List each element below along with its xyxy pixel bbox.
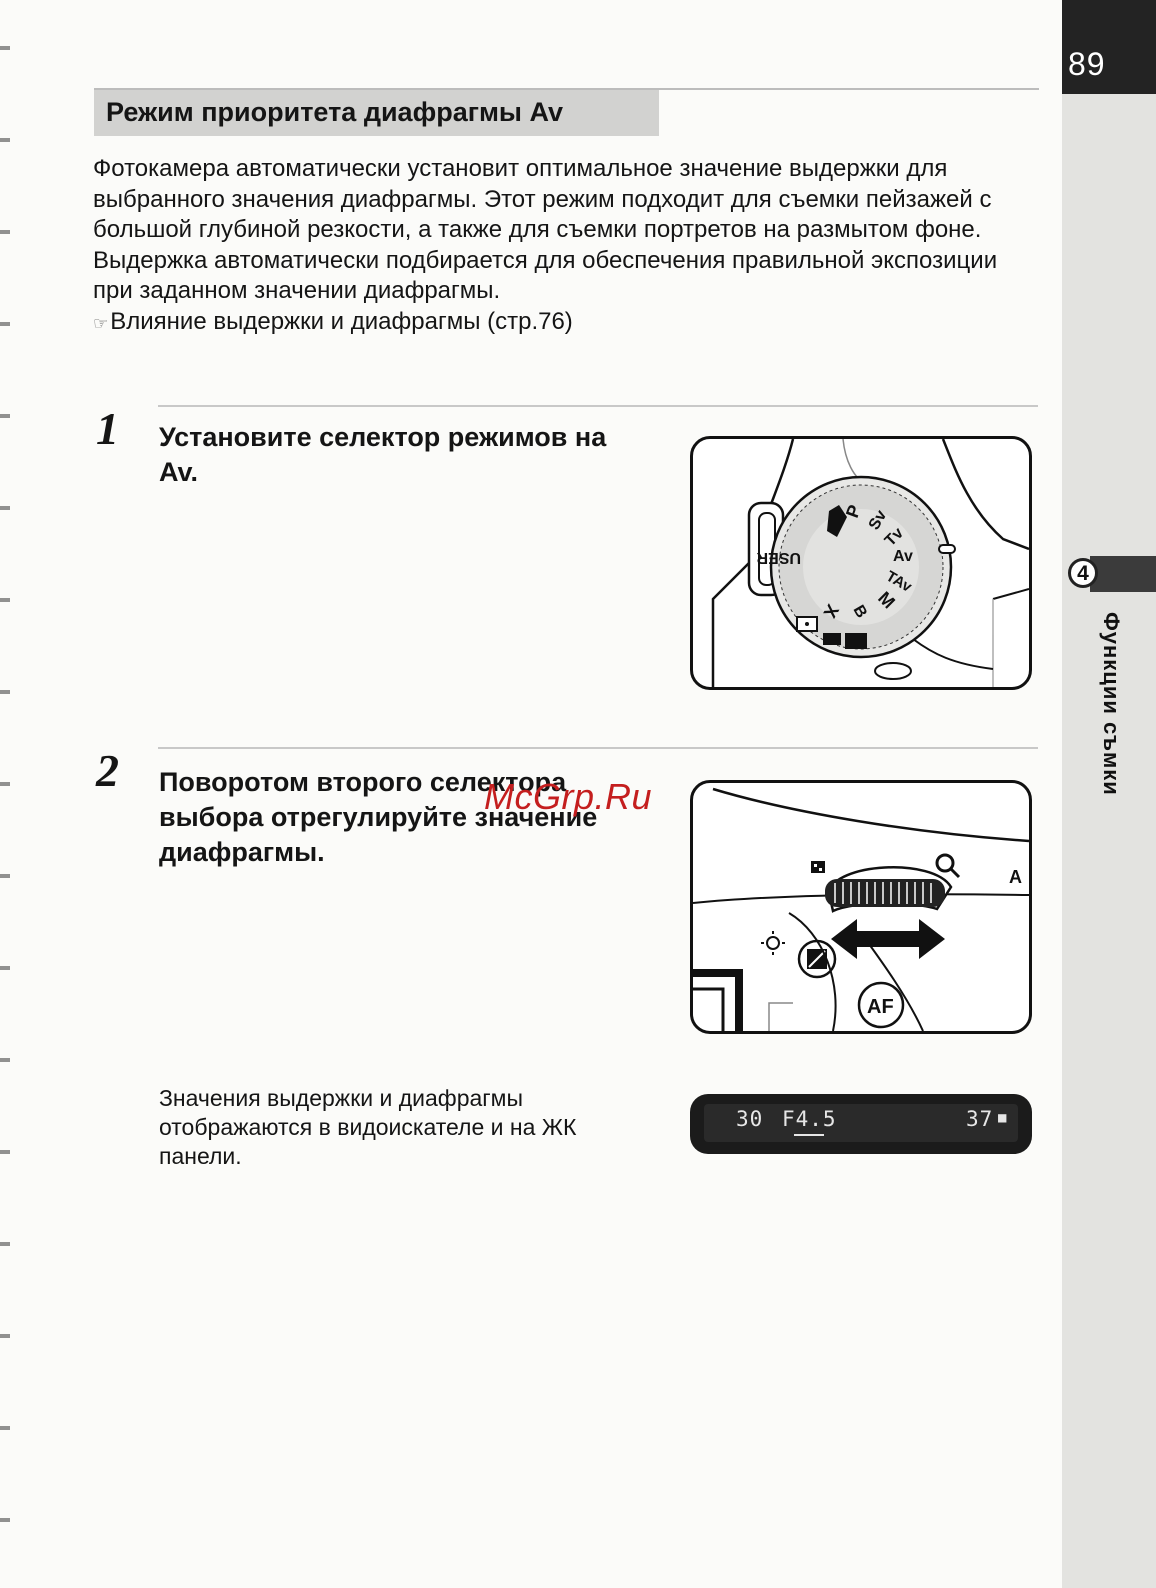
mode-label-b: B (849, 602, 871, 622)
intro-paragraph-1: Фотокамера автоматически установит оптимальное значение выдержки для выбранного значения диафрагмы. Этот режим подходит для съемки пейзажей с большой глубиной резкости, а также для съемки портретов на размытом фоне. (93, 155, 992, 243)
chapter-title: Функции съмки (1099, 612, 1124, 796)
mode-dial-illustration (690, 436, 1032, 690)
zoom-icon (937, 855, 953, 871)
reference-link[interactable]: Влияние выдержки и диафрагмы (стр.76) (110, 307, 573, 335)
mode-label-p: P (841, 502, 865, 521)
lcd-shots-remaining: 37 (966, 1107, 994, 1131)
card-icon: ■ (998, 1110, 1008, 1126)
step-1-number: 1 (96, 403, 119, 454)
watermark: McGrp.Ru (484, 776, 653, 817)
light-icon (767, 937, 779, 949)
reference-line[interactable] (93, 307, 1043, 340)
grid-icon (811, 861, 825, 873)
af-button-label: AF (867, 996, 894, 1018)
second-dial-illustration (690, 780, 1032, 1034)
lcd-aperture-value: F4.5 (782, 1107, 837, 1131)
mode-label-tav: TAv (883, 567, 915, 596)
step-1-rule (158, 405, 1038, 407)
mode-label-sv: Sv (865, 507, 891, 533)
intro-text (93, 154, 1043, 339)
step-2-text: Поворотом второго селектора выбора отрегулируйте значение диафрагмы. (159, 767, 598, 867)
chapter-tab-bar (1090, 556, 1156, 592)
section-title: Режим приоритета диафрагмы Av (106, 97, 563, 127)
aperture-underline (794, 1134, 824, 1136)
mode-label-user: USER (756, 549, 801, 566)
page-edge (0, 0, 10, 1588)
step-2-number: 2 (96, 745, 119, 796)
mode-label-m: M (874, 587, 899, 613)
svg-text:A: A (1009, 867, 1022, 887)
note-text: Значения выдержки и диафрагмы отображаются в видоискателе и на ЖК панели. (159, 1085, 577, 1169)
page-number: 89 (1068, 46, 1106, 82)
lcd-shutter-value: 30 (736, 1107, 764, 1131)
chapter-number: 4 (1068, 558, 1098, 588)
intro-paragraph-2: Выдержка автоматически подбирается для обеспечения правильной экспозиции при заданном значении диафрагмы. (93, 246, 998, 304)
pointing-hand-icon: ☞ (93, 313, 109, 333)
mode-label-av: Av (893, 548, 913, 565)
rotate-arrow-icon (831, 919, 945, 959)
mode-label-x: X (819, 601, 843, 622)
step-2-rule (158, 747, 1038, 749)
step-1-text: Установите селектор режимов на Av. (159, 422, 607, 487)
mode-label-tv: Tv (881, 524, 908, 550)
